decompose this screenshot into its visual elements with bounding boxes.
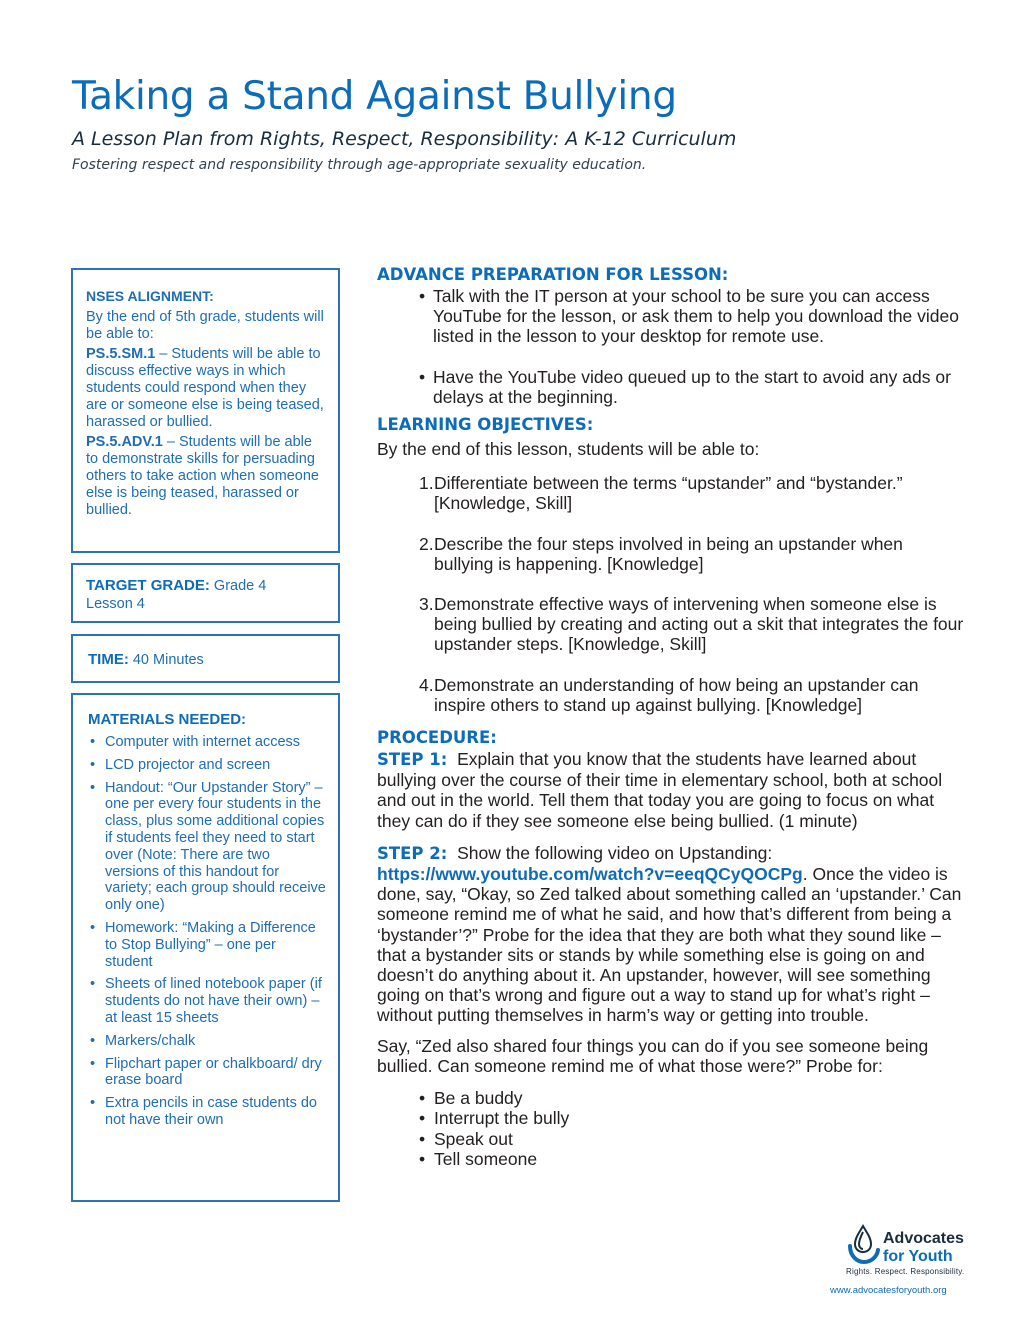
time-label: TIME: <box>88 651 129 668</box>
nses-intro: By the end of 5th grade, students will be able to: <box>86 308 324 342</box>
website-link[interactable]: www.advocatesforyouth.org <box>830 1285 947 1296</box>
list-item: • Speak out <box>419 1128 513 1149</box>
nses-heading: NSES ALIGNMENT: <box>86 288 214 304</box>
target-grade-label: TARGET GRADE: <box>86 577 210 594</box>
list-item: • Be a buddy <box>419 1088 523 1109</box>
list-item: • Talk with the IT person at your school to be sure you can access YouTube for the lesson, or ask them to help you download the video listed in the lesson to your desktop for remote use. <box>419 286 959 347</box>
list-item: • Computer with internet access <box>88 734 326 751</box>
nses-standard <box>86 346 324 430</box>
page-title: Taking a Stand Against Bullying <box>72 74 677 119</box>
logo-wordmark: Advocates for Youth <box>883 1230 964 1265</box>
nses-standard <box>86 434 324 518</box>
materials-heading: MATERIALS NEEDED: <box>88 711 247 728</box>
list-item: • Sheets of lined notebook paper (if students do not have their own) – at least 15 sheets <box>88 976 326 1026</box>
video-link[interactable]: https://www.youtube.com/watch?v=eeqQCyQOCPg <box>377 864 803 885</box>
procedure-heading: PROCEDURE: <box>377 728 497 748</box>
time-value: 40 Minutes <box>132 652 204 668</box>
list-item: • LCD projector and screen <box>88 757 326 774</box>
list-item: • Handout: “Our Upstander Story” – one per every four students in the class, plus some additional copies if students feel they need to start over (Note: There are two versions of this handout for variety; each group should receive only one) <box>88 780 326 914</box>
list-item: • Interrupt the bully <box>419 1108 570 1129</box>
main-content <box>377 264 967 1169</box>
nses-alignment-box <box>71 268 340 553</box>
page-tagline: Fostering respect and responsibility through age-appropriate sexuality education. <box>72 157 647 173</box>
list-item: 3. Demonstrate effective ways of intervening when someone else is being bullied by creating and acting out a skit that integrates the four upstander steps. [Knowledge, Skill] <box>419 594 964 655</box>
list-item: • Tell someone <box>419 1148 538 1169</box>
step-1: STEP 1: Explain that you know that the students have learned about bullying over the course of their time in elementary school, both at school and out in the world. Tell them that today you are going to focus on what they can do if they see someone else being bullied. (1 minute) <box>377 749 943 831</box>
standard-text: – Students will be able to discuss effective ways in which students could respond when they are or someone else is being teased, harassed or bullied. <box>86 346 324 430</box>
materials-box <box>71 693 340 1202</box>
list-item: 2. Describe the four steps involved in being an upstander when bullying is happening. [Knowledge] <box>419 533 903 574</box>
step-label: STEP 2: <box>377 843 448 863</box>
page-subtitle: A Lesson Plan from Rights, Respect, Responsibility: A K-12 Curriculum <box>72 128 737 150</box>
step-2: STEP 2: Show the following video on Upstanding: https://www.youtube.com/watch?v=eeqQCyQOCPg. Once the video is done, say, “Okay, so Zed talked about something called an ‘upstander.’ Can someone remind me of what he said, and how that’s different from being a ‘bystander’?” Probe for the idea that they are both what they sound like – that a bystander sits or stands by while something else is going on and doesn’t do anything about it. An upstander, however, will see something going on that’s wrong and figure out a way to stand up for what’s right – without putting themselves in harm’s way or getting into trouble. <box>377 842 962 1026</box>
target-grade-value: Grade 4 <box>213 578 267 594</box>
step-label: STEP 1: <box>377 750 448 770</box>
list-item: 1. Differentiate between the terms “upstander” and “bystander.” [Knowledge, Skill] <box>419 473 903 514</box>
standard-code: PS.5.SM.1 <box>86 346 156 363</box>
standard-text: – Students will be able to demonstrate skills for persuading others to take action when someone else is being teased, harassed or bullied. <box>86 434 319 518</box>
drop-logo-icon <box>846 1224 880 1264</box>
list-item: • Homework: “Making a Difference to Stop Bullying” – one per student <box>88 920 326 970</box>
materials-list <box>88 734 326 1129</box>
time-box <box>71 634 340 683</box>
list-item: • Flipchart paper or chalkboard/ dry erase board <box>88 1056 326 1090</box>
standard-code: PS.5.ADV.1 <box>86 434 163 451</box>
advocates-for-youth-logo <box>846 1222 986 1292</box>
logo-tagline: Rights. Respect. Responsibility. <box>846 1267 965 1276</box>
target-grade-box <box>71 563 340 623</box>
list-item: • Markers/chalk <box>88 1033 326 1050</box>
objectives-intro: By the end of this lesson, students will be able to: <box>377 439 760 460</box>
advance-heading: ADVANCE PREPARATION FOR LESSON: <box>377 265 729 284</box>
objectives-heading: LEARNING OBJECTIVES: <box>377 415 594 435</box>
list-item: • Have the YouTube video queued up to the start to avoid any ads or delays at the beginning. <box>419 366 951 407</box>
lesson-number: Lesson 4 <box>86 596 145 612</box>
say-prompt: Say, “Zed also shared four things you can do if you see someone being bullied. Can someone remind me of what those were?” Probe for: <box>377 1035 929 1076</box>
list-item: 4. Demonstrate an understanding of how being an upstander can inspire others to stand up against bullying. [Knowledge] <box>419 674 919 715</box>
list-item: • Extra pencils in case students do not have their own <box>88 1095 326 1129</box>
